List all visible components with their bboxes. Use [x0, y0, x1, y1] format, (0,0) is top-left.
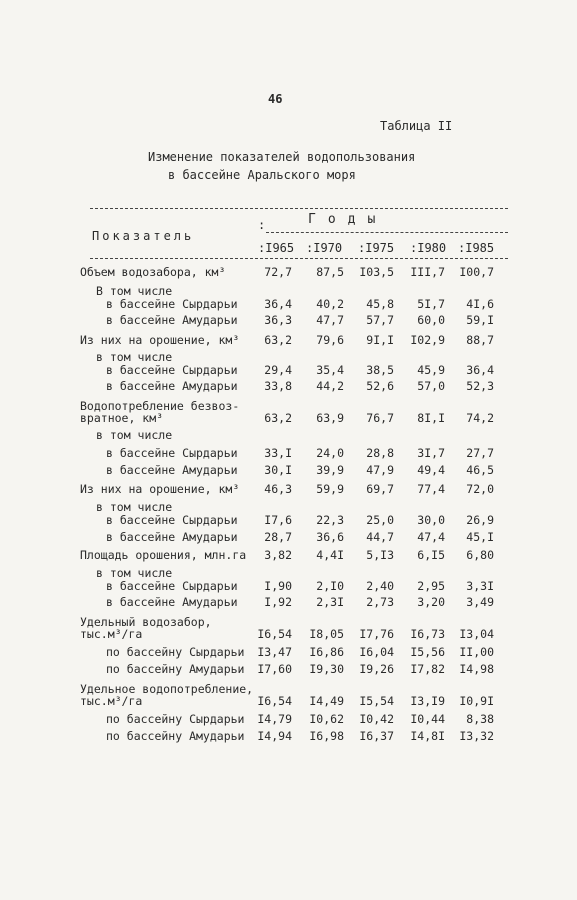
table-cell: I03,5: [359, 265, 394, 279]
table-cell: I4,49: [309, 694, 344, 708]
row-label: в бассейне Амударьи: [106, 313, 238, 327]
table-cell: 26,9: [466, 513, 494, 527]
table-cell: 2,95: [417, 579, 445, 593]
table-cell: I6,86: [309, 645, 344, 659]
row-label: в бассейне Амударьи: [106, 530, 238, 544]
table-cell: I6,54: [257, 627, 292, 641]
table-cell: I4,94: [257, 729, 292, 743]
row-label: В том числе: [96, 284, 173, 298]
table-cell: 77,4: [417, 482, 445, 496]
row-label: в том числе: [96, 500, 173, 514]
table-cell: I3,04: [459, 627, 494, 641]
table-cell: 3,20: [417, 595, 445, 609]
table-cell: 74,2: [466, 411, 494, 425]
row-label: в бассейне Сырдарьи: [106, 363, 238, 377]
table-cell: 63,2: [264, 333, 292, 347]
table-cell: 39,9: [316, 463, 344, 477]
table-cell: 57,7: [366, 313, 394, 327]
table-cell: 3,82: [264, 548, 292, 562]
table-cell: I0,9I: [459, 694, 494, 708]
table-cell: 72,7: [264, 265, 292, 279]
table-cell: III,7: [410, 265, 445, 279]
table-cell: 88,7: [466, 333, 494, 347]
row-label: в том числе: [96, 428, 173, 442]
table-cell: 52,3: [466, 379, 494, 393]
table-cell: 36,6: [316, 530, 344, 544]
table-cell: I6,04: [359, 645, 394, 659]
table-cell: 3,3I: [466, 579, 494, 593]
table-cell: 8,38: [466, 712, 494, 726]
table-cell: I02,9: [410, 333, 445, 347]
row-label: Из них на орошение, км³: [80, 482, 240, 496]
table-cell: 79,6: [316, 333, 344, 347]
table-cell: 36,4: [264, 297, 292, 311]
table-cell: I9,26: [359, 662, 394, 676]
header-top-rule: [90, 208, 508, 209]
table-cell: 28,8: [366, 446, 394, 460]
header-year: :I970: [306, 241, 343, 255]
row-label: в бассейне Амударьи: [106, 595, 238, 609]
header-colon: :: [258, 218, 266, 232]
row-label: в том числе: [96, 566, 173, 580]
table-cell: II,00: [459, 645, 494, 659]
table-cell: I00,7: [459, 265, 494, 279]
table-cell: 47,7: [316, 313, 344, 327]
table-cell: 5,I3: [366, 548, 394, 562]
page-number: 46: [268, 92, 283, 106]
table-cell: I5,54: [359, 694, 394, 708]
table-cell: 2,I0: [316, 579, 344, 593]
row-label: Из них на орошение, км³: [80, 333, 240, 347]
row-label: в бассейне Амударьи: [106, 379, 238, 393]
table-cell: I3,32: [459, 729, 494, 743]
table-cell: I6,98: [309, 729, 344, 743]
table-cell: 69,7: [366, 482, 394, 496]
header-year: :I975: [358, 241, 395, 255]
table-cell: 44,2: [316, 379, 344, 393]
header-years-rule: [266, 232, 508, 233]
table-cell: 30,I: [264, 463, 292, 477]
table-cell: 29,4: [264, 363, 292, 377]
table-cell: I4,98: [459, 662, 494, 676]
table-cell: 6,I5: [417, 548, 445, 562]
header-bottom-rule: [90, 258, 508, 259]
table-cell: I0,62: [309, 712, 344, 726]
table-cell: 25,0: [366, 513, 394, 527]
table-title-line-1: Изменение показателей водопользования: [148, 150, 416, 164]
table-cell: 46,5: [466, 463, 494, 477]
table-cell: 47,4: [417, 530, 445, 544]
table-cell: I6,54: [257, 694, 292, 708]
table-cell: 6,80: [466, 548, 494, 562]
table-cell: 4I,6: [466, 297, 494, 311]
table-cell: 22,3: [316, 513, 344, 527]
table-cell: 5I,7: [417, 297, 445, 311]
table-cell: 49,4: [417, 463, 445, 477]
row-label: Удельное водопотребление,: [80, 682, 254, 696]
row-label: Площадь орошения, млн.га: [80, 548, 247, 562]
row-label: в бассейне Сырдарьи: [106, 579, 238, 593]
table-cell: I,92: [264, 595, 292, 609]
table-cell: I4,79: [257, 712, 292, 726]
table-cell: 36,4: [466, 363, 494, 377]
table-cell: 9I,I: [366, 333, 394, 347]
table-cell: 33,8: [264, 379, 292, 393]
row-label: по бассейну Сырдарьи: [106, 712, 245, 726]
table-cell: 87,5: [316, 265, 344, 279]
row-label: в бассейне Сырдарьи: [106, 513, 238, 527]
table-cell: 28,7: [264, 530, 292, 544]
header-year: :I980: [410, 241, 447, 255]
header-years-title: Годы: [308, 212, 388, 227]
row-label: в бассейне Сырдарьи: [106, 446, 238, 460]
row-label: по бассейну Амударьи: [106, 662, 245, 676]
table-cell: 30,0: [417, 513, 445, 527]
table-cell: 52,6: [366, 379, 394, 393]
row-label: тыс.м³/га: [80, 627, 143, 641]
table-cell: 40,2: [316, 297, 344, 311]
table-cell: 57,0: [417, 379, 445, 393]
table-cell: I9,30: [309, 662, 344, 676]
table-cell: 63,2: [264, 411, 292, 425]
table-cell: 3I,7: [417, 446, 445, 460]
table-label: Таблица II: [380, 119, 453, 133]
table-cell: I7,82: [410, 662, 445, 676]
table-cell: I6,73: [410, 627, 445, 641]
table-cell: 47,9: [366, 463, 394, 477]
row-label: Водопотребление безвоз-: [80, 399, 240, 413]
table-cell: I7,6: [264, 513, 292, 527]
row-label: вратное, км³: [80, 411, 164, 425]
row-label: по бассейну Амударьи: [106, 729, 245, 743]
table-cell: I3,47: [257, 645, 292, 659]
row-label: в бассейне Амударьи: [106, 463, 238, 477]
table-cell: I4,8I: [410, 729, 445, 743]
table-cell: 27,7: [466, 446, 494, 460]
table-cell: 8I,I: [417, 411, 445, 425]
row-label: Объем водозабора, км³: [80, 265, 226, 279]
header-year: :I985: [458, 241, 495, 255]
row-label: тыс.м³/га: [80, 694, 143, 708]
table-cell: 2,73: [366, 595, 394, 609]
header-indicator-label: Показатель: [92, 229, 195, 243]
table-cell: 59,9: [316, 482, 344, 496]
table-cell: 45,8: [366, 297, 394, 311]
table-cell: 72,0: [466, 482, 494, 496]
table-cell: 59,I: [466, 313, 494, 327]
table-cell: I,90: [264, 579, 292, 593]
row-label: в бассейне Сырдарьи: [106, 297, 238, 311]
table-cell: 60,0: [417, 313, 445, 327]
table-cell: I5,56: [410, 645, 445, 659]
table-cell: 33,I: [264, 446, 292, 460]
table-cell: I3,I9: [410, 694, 445, 708]
header-year: :I965: [258, 241, 295, 255]
row-label: в том числе: [96, 350, 173, 364]
table-cell: I0,42: [359, 712, 394, 726]
table-cell: 4,4I: [316, 548, 344, 562]
table-title-line-2: в бассейне Аральского моря: [168, 168, 356, 182]
table-cell: 24,0: [316, 446, 344, 460]
row-label: Удельный водозабор,: [80, 615, 212, 629]
table-cell: I6,37: [359, 729, 394, 743]
table-cell: 63,9: [316, 411, 344, 425]
table-cell: I7,60: [257, 662, 292, 676]
table-title: [148, 148, 415, 184]
table-cell: 38,5: [366, 363, 394, 377]
table-cell: 2,3I: [316, 595, 344, 609]
table-cell: 44,7: [366, 530, 394, 544]
table-cell: 45,9: [417, 363, 445, 377]
table-cell: 45,I: [466, 530, 494, 544]
row-label: по бассейну Сырдарьи: [106, 645, 245, 659]
table-cell: 2,40: [366, 579, 394, 593]
table-cell: 36,3: [264, 313, 292, 327]
table-cell: 76,7: [366, 411, 394, 425]
table-cell: I7,76: [359, 627, 394, 641]
table-cell: 3,49: [466, 595, 494, 609]
table-cell: 46,3: [264, 482, 292, 496]
table-cell: 35,4: [316, 363, 344, 377]
table-cell: I0,44: [410, 712, 445, 726]
table-cell: I8,05: [309, 627, 344, 641]
